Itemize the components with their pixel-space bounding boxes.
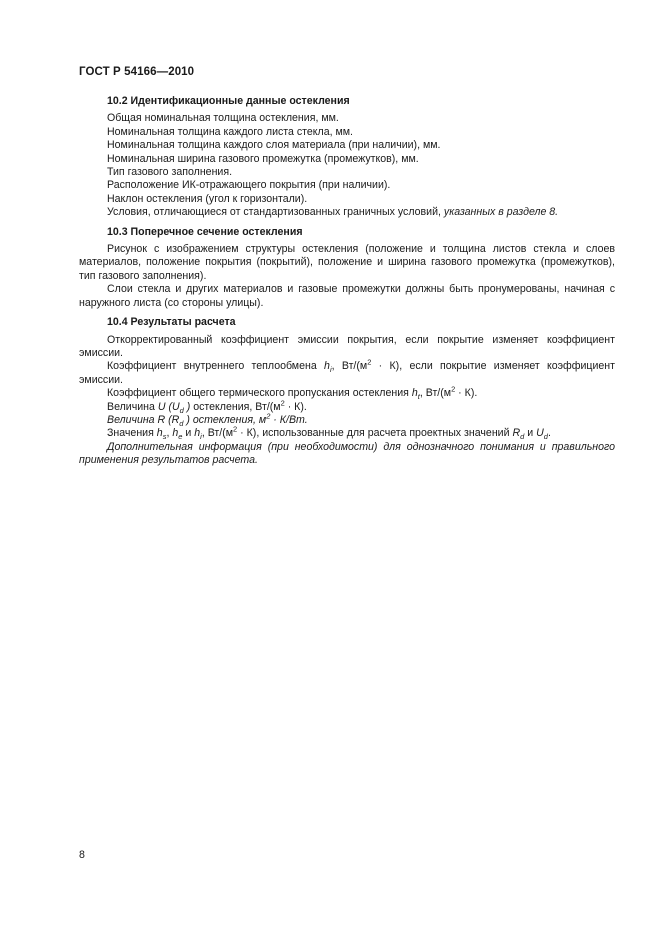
paragraph <box>79 357 615 387</box>
list-item: Номинальная толщина каждого листа стекла, мм. <box>107 125 353 138</box>
page-number: 8 <box>79 849 85 861</box>
text: Величина R (R <box>107 413 180 426</box>
paragraph: Откорректированный коэффициент эмиссии покрытия, если покрытие изменяет коэффициент эмиссии. <box>79 333 615 359</box>
text: Коэффициент внутреннего теплообмена <box>107 360 317 373</box>
symbol: h <box>172 427 179 440</box>
text: . <box>547 427 551 440</box>
text: Значения <box>107 427 154 440</box>
text: , Вт/(м <box>201 427 234 440</box>
symbol: h <box>324 360 330 373</box>
superscript: 2 <box>367 357 372 367</box>
text: ) остекления, м <box>183 413 267 426</box>
list-item: Расположение ИК-отражающего покрытия (при наличии). <box>107 179 391 192</box>
list-item: Номинальная толщина каждого слоя материала (при наличии), мм. <box>107 139 441 152</box>
subscript: s <box>162 432 167 442</box>
paragraph <box>79 424 615 442</box>
paragraph: Рисунок с изображением структуры остекления (положение и толщина листов стекла и слоев материалов, положение покрытия (покрытий), положение и ширина газового промежутка (промежутков), тип газового заполнения). <box>79 243 615 282</box>
list-item <box>79 206 615 219</box>
subscript: i <box>329 365 332 375</box>
subscript: i <box>200 432 202 442</box>
text: и <box>524 427 537 440</box>
symbol: ) <box>183 400 191 413</box>
text: · К), если покрытие изменяет коэффициент эмиссии. <box>79 360 615 386</box>
superscript: 2 <box>280 398 285 407</box>
section-10-2 <box>79 95 615 220</box>
list-item: Общая номинальная толщина остекления, мм. <box>107 112 339 125</box>
paragraph <box>79 398 615 415</box>
text: остекления, Вт/(м <box>190 400 281 413</box>
superscript: 2 <box>233 424 238 434</box>
symbol: h <box>411 387 418 400</box>
symbol: h <box>156 427 163 440</box>
subscript: e <box>178 432 183 442</box>
text-italic: указанных в разделе 8. <box>443 206 559 219</box>
document-body <box>79 95 615 474</box>
section-title: 10.4 Результаты расчета <box>107 316 236 329</box>
text: · К). <box>284 400 307 413</box>
text: · К). <box>455 387 478 400</box>
text: , <box>166 427 170 440</box>
subscript: d <box>179 419 184 429</box>
paragraph <box>79 384 615 402</box>
text: · К), использованные для расчета проектных значений <box>237 427 510 440</box>
subscript: d <box>520 432 525 442</box>
list-item: Тип газового заполнения. <box>107 166 233 179</box>
section-title: 10.3 Поперечное сечение остекления <box>107 225 303 238</box>
symbol: U <box>536 427 544 440</box>
subscript: d <box>543 432 548 442</box>
superscript: 2 <box>266 411 271 421</box>
list-item: Номинальная ширина газового промежутка (промежутков), мм. <box>107 152 419 165</box>
text: Величина <box>107 400 155 413</box>
section-10-3 <box>79 226 615 310</box>
section-10-4 <box>79 316 615 467</box>
list-item: Наклон остекления (угол к горизонтали). <box>107 192 308 205</box>
paragraph <box>79 411 615 429</box>
subscript: d <box>179 405 184 415</box>
document-code-header: ГОСТ Р 54166—2010 <box>79 66 195 78</box>
text: · К/Вт. <box>270 413 308 426</box>
symbol: h <box>194 427 201 440</box>
paragraph: Дополнительная информация (при необходимости) для однозначного понимания и правильного применения результатов расчета. <box>79 440 615 467</box>
superscript: 2 <box>451 384 456 394</box>
text: Коэффициент общего термического пропускания остекления <box>107 387 409 400</box>
text: , Вт/(м <box>331 360 368 373</box>
section-title: 10.2 Идентификационные данные остекления <box>107 95 350 107</box>
text-normal: Условия, отличающиеся от стандартизованных граничных условий, <box>107 206 441 219</box>
text: , Вт/(м <box>419 387 452 400</box>
text: и <box>182 427 195 440</box>
paragraph: Слои стекла и других материалов и газовые промежутки должны быть пронумерованы, начиная с наружного листа (со стороны улицы). <box>79 283 615 309</box>
subscript: t <box>417 392 420 402</box>
symbol: R <box>512 427 521 440</box>
symbol: U (U <box>157 400 180 413</box>
